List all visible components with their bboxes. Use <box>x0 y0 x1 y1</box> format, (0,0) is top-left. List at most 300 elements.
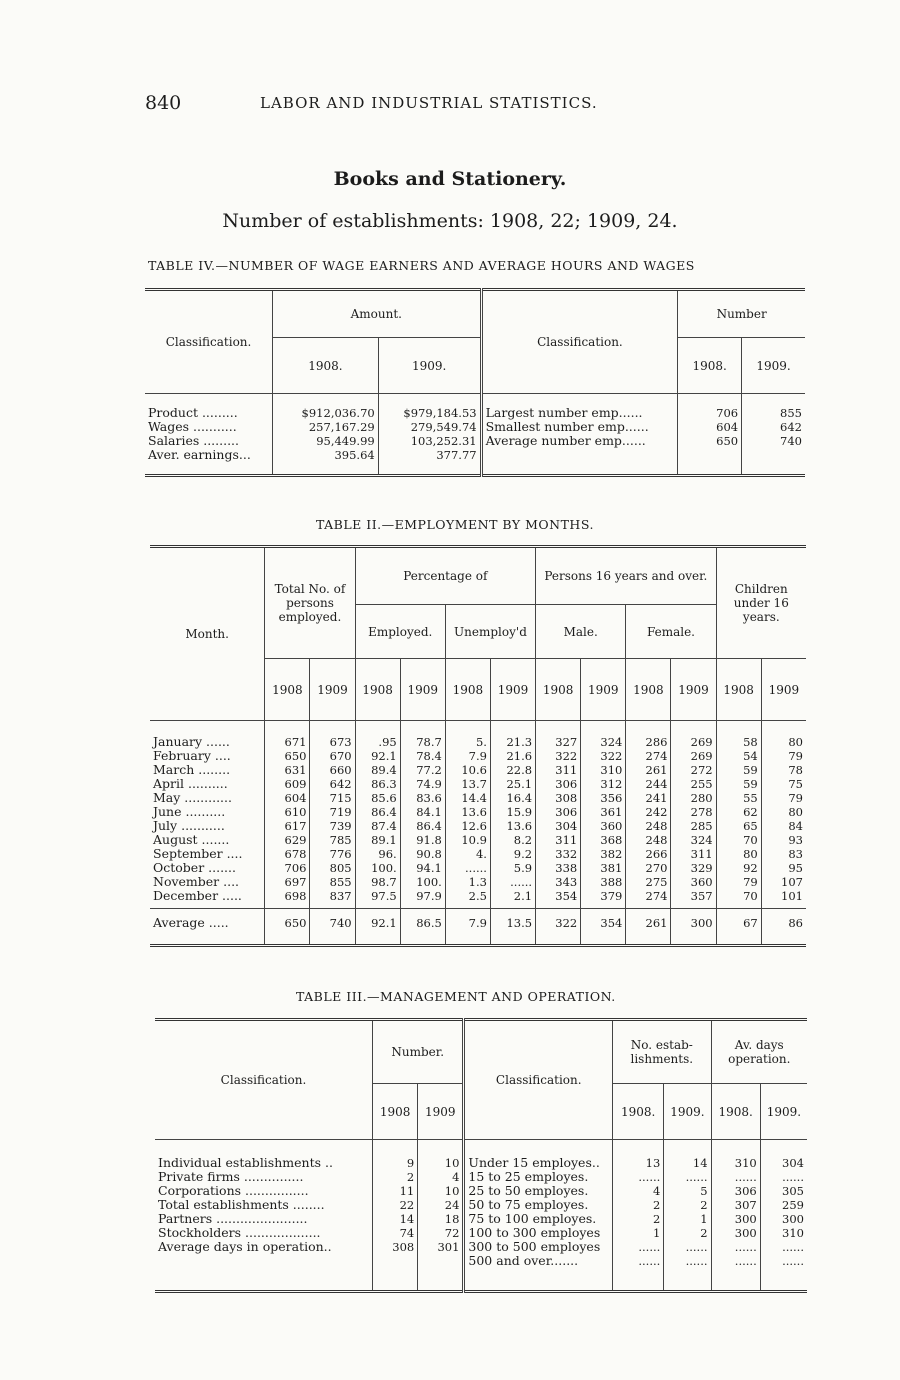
t3-year: 1908. <box>711 1084 760 1140</box>
cell-m09: 388 <box>581 875 626 889</box>
t2-year: 1909 <box>490 659 535 721</box>
cell-e09: 83.6 <box>400 791 445 805</box>
t4-num-year-1908: 1908. <box>678 338 742 394</box>
cell-c08: 58 <box>716 735 761 749</box>
t2-year: 1908 <box>265 659 310 721</box>
cell-c09: 78 <box>788 762 803 777</box>
t2-year: 1908 <box>716 659 761 721</box>
days-1908: ...... <box>711 1254 760 1268</box>
cell-c08: 55 <box>716 791 761 805</box>
number-1909: 72 <box>418 1226 464 1240</box>
cell-u09: 16.4 <box>490 791 535 805</box>
t4-value: 95,449.99 <box>273 434 379 448</box>
cell-c08: 65 <box>716 819 761 833</box>
left-label: Average days in operation.. <box>155 1240 373 1254</box>
t2-employed-header: Employed. <box>355 605 445 659</box>
cell-c08: 92 <box>716 861 761 875</box>
table-row <box>150 777 806 791</box>
t2-male-header: Male. <box>536 605 626 659</box>
cell-u09: 15.9 <box>490 805 535 819</box>
estab-1908: 1 <box>613 1226 664 1240</box>
cell-e08: 97.5 <box>355 889 400 903</box>
t4-year-1909: 1909. <box>378 338 481 394</box>
left-label: Total establishments ........ <box>155 1198 373 1212</box>
cell-c09: 75 <box>788 776 803 791</box>
days-1908: 307 <box>711 1198 760 1212</box>
cell-e09: 74.9 <box>400 777 445 791</box>
right-label: 75 to 100 employes. <box>464 1212 613 1226</box>
number-1909 <box>418 1254 464 1268</box>
estab-1909: ...... <box>664 1170 711 1184</box>
cell-e09: 100. <box>400 875 445 889</box>
cell-c08: 62 <box>716 805 761 819</box>
cell-t08: 631 <box>265 763 310 777</box>
days-1909: 259 <box>782 1197 804 1212</box>
cell-c09: 93 <box>788 832 803 847</box>
table-iv <box>145 288 805 477</box>
table-row <box>150 847 806 861</box>
t2-female-header: Female. <box>626 605 716 659</box>
section-title: Books and Stationery. <box>333 168 567 190</box>
cell-m09: 361 <box>581 805 626 819</box>
cell-m08: 343 <box>536 875 581 889</box>
table-row <box>155 1254 807 1268</box>
month-label: August ....... <box>150 833 265 847</box>
t4-value: 604 <box>678 420 742 434</box>
t2-year: 1908 <box>445 659 490 721</box>
left-label <box>155 1254 373 1268</box>
days-1908: 300 <box>711 1226 760 1240</box>
table-row <box>145 420 805 434</box>
table-iv-caption: TABLE IV.—NUMBER OF WAGE EARNERS AND AVERAGE HOURS AND WAGES <box>148 258 695 273</box>
cell-t08: 698 <box>265 889 310 903</box>
cell-m08: 332 <box>536 847 581 861</box>
cell-e08: 86.4 <box>355 805 400 819</box>
month-label: September .... <box>150 847 265 861</box>
table-row <box>145 448 805 462</box>
establishments-count: Number of establishments: 1908, 22; 1909, 24. <box>222 210 678 232</box>
cell-e08: 87.4 <box>355 819 400 833</box>
cell-m09: 368 <box>581 833 626 847</box>
cell-f08: 266 <box>626 847 671 861</box>
t3-left-header: Classification. <box>155 1020 373 1140</box>
t4-label: Aver. earnings... <box>145 448 273 462</box>
t2-year: 1909 <box>671 659 716 721</box>
cell-u09: 9.2 <box>490 847 535 861</box>
t4-value: 257,167.29 <box>273 420 379 434</box>
cell-c08: 54 <box>716 749 761 763</box>
cell-c09: 86 <box>788 916 803 930</box>
cell-f09: 285 <box>671 819 716 833</box>
cell-c09: 101 <box>781 888 803 903</box>
table-row <box>145 406 805 420</box>
cell-m08: 304 <box>536 819 581 833</box>
cell-f08: 261 <box>626 763 671 777</box>
t3-year: 1908. <box>613 1084 664 1140</box>
cell-t09: 660 <box>310 763 355 777</box>
cell-e08: 92.1 <box>355 749 400 763</box>
estab-1908: 4 <box>613 1184 664 1198</box>
cell-m09: 382 <box>581 847 626 861</box>
cell-e08: 86.3 <box>355 777 400 791</box>
t3-number-header: Number. <box>373 1020 464 1084</box>
t4-year-1908: 1908. <box>273 338 379 394</box>
cell-m09: 381 <box>581 861 626 875</box>
table-row <box>150 805 806 819</box>
days-1908: 306 <box>711 1184 760 1198</box>
cell-c08: 70 <box>716 833 761 847</box>
days-1908: ...... <box>711 1170 760 1184</box>
cell-t08: 609 <box>265 777 310 791</box>
t4-value: 395.64 <box>273 448 379 462</box>
estab-1908: 13 <box>613 1156 664 1170</box>
cell-m09: 310 <box>581 763 626 777</box>
table-row <box>155 1184 807 1198</box>
page-number: 840 <box>145 92 182 114</box>
cell-c09: 84 <box>788 818 803 833</box>
number-1908: 14 <box>373 1212 418 1226</box>
table-row <box>150 763 806 777</box>
month-label: Average ..... <box>150 909 265 938</box>
right-label: Under 15 employes.. <box>464 1156 613 1170</box>
cell-u09: 22.8 <box>490 763 535 777</box>
cell-u09: 2.1 <box>490 889 535 903</box>
cell-e09: 86.4 <box>400 819 445 833</box>
number-1909: 4 <box>418 1170 464 1184</box>
table-row <box>150 889 806 903</box>
estab-1909: ...... <box>664 1240 711 1254</box>
month-label: March ........ <box>150 763 265 777</box>
cell-e09: 94.1 <box>400 861 445 875</box>
cell-u08: 13.7 <box>445 777 490 791</box>
t2-year: 1909 <box>400 659 445 721</box>
t2-month-header: Month. <box>150 547 265 721</box>
cell-u09: ...... <box>490 875 535 889</box>
cell-m08: 311 <box>536 833 581 847</box>
t4-value: 642 <box>780 419 802 434</box>
cell-t08: 678 <box>265 847 310 861</box>
t3-estab-header: No. estab- lishments. <box>613 1020 711 1084</box>
cell-u08: 13.6 <box>445 805 490 819</box>
t2-year: 1909 <box>761 659 806 721</box>
estab-1909: 14 <box>664 1156 711 1170</box>
t4-right-header: Classification. <box>481 290 678 394</box>
number-1908: 2 <box>373 1170 418 1184</box>
t4-label: Wages ........... <box>145 420 273 434</box>
days-1909: 310 <box>782 1225 804 1240</box>
number-1908: 74 <box>373 1226 418 1240</box>
t4-value: 706 <box>678 406 742 420</box>
estab-1908: ...... <box>613 1254 664 1268</box>
number-1909: 10 <box>418 1156 464 1170</box>
cell-m09: 360 <box>581 819 626 833</box>
cell-u09: 21.3 <box>490 735 535 749</box>
table-row <box>150 791 806 805</box>
left-label: Partners ....................... <box>155 1212 373 1226</box>
cell-u08: 7.9 <box>445 749 490 763</box>
cell-u08: 7.9 <box>445 909 490 938</box>
days-1909: 300 <box>782 1211 804 1226</box>
estab-1909: 1 <box>664 1212 711 1226</box>
estab-1908: ...... <box>613 1240 664 1254</box>
t4-value: 279,549.74 <box>378 420 481 434</box>
cell-t08: 650 <box>265 749 310 763</box>
cell-c09: 80 <box>788 804 803 819</box>
cell-f09: 255 <box>671 777 716 791</box>
cell-u08: 4. <box>445 847 490 861</box>
estab-1909: 2 <box>664 1226 711 1240</box>
cell-m08: 308 <box>536 791 581 805</box>
cell-m09: 379 <box>581 889 626 903</box>
table-row <box>155 1240 807 1254</box>
table-row <box>155 1212 807 1226</box>
cell-f09: 269 <box>671 735 716 749</box>
left-label: Stockholders ................... <box>155 1226 373 1240</box>
cell-f09: 357 <box>671 889 716 903</box>
t4-num-year-1909: 1909. <box>742 338 805 394</box>
cell-t09: 715 <box>310 791 355 805</box>
cell-f08: 270 <box>626 861 671 875</box>
estab-1908: 2 <box>613 1198 664 1212</box>
cell-f08: 286 <box>626 735 671 749</box>
cell-f09: 300 <box>671 909 716 938</box>
table-row <box>150 833 806 847</box>
table-ii <box>150 545 806 947</box>
cell-c08: 79 <box>716 875 761 889</box>
cell-t09: 805 <box>310 861 355 875</box>
t2-children-header: Children under 16 years. <box>733 582 789 624</box>
cell-u08: 2.5 <box>445 889 490 903</box>
table-row <box>150 749 806 763</box>
estab-1909: 5 <box>664 1184 711 1198</box>
t2-percentage-header: Percentage of <box>355 547 536 605</box>
cell-e09: 97.9 <box>400 889 445 903</box>
t4-label: Product ......... <box>145 406 273 420</box>
cell-t08: 629 <box>265 833 310 847</box>
cell-m08: 306 <box>536 805 581 819</box>
cell-f08: 248 <box>626 819 671 833</box>
cell-f09: 324 <box>671 833 716 847</box>
cell-c08: 67 <box>716 909 761 938</box>
t4-value: 740 <box>780 433 802 448</box>
t2-unemployed-header: Unemploy'd <box>445 605 535 659</box>
cell-f08: 274 <box>626 749 671 763</box>
right-label: 500 and over....... <box>464 1254 613 1268</box>
cell-u08: ...... <box>445 861 490 875</box>
cell-t08: 650 <box>265 909 310 938</box>
days-1908: 310 <box>711 1156 760 1170</box>
t4-label: Smallest number emp...... <box>481 420 678 434</box>
table-row <box>150 861 806 875</box>
t3-right-header: Classification. <box>464 1020 613 1140</box>
cell-t08: 604 <box>265 791 310 805</box>
cell-t09: 739 <box>310 819 355 833</box>
t4-number-header: Number <box>678 290 805 338</box>
t4-value: 855 <box>780 405 802 420</box>
right-label: 15 to 25 employes. <box>464 1170 613 1184</box>
right-label: 25 to 50 employes. <box>464 1184 613 1198</box>
number-1908 <box>373 1254 418 1268</box>
table-row <box>155 1226 807 1240</box>
t3-year: 1908 <box>373 1084 418 1140</box>
table-row <box>150 875 806 889</box>
cell-t09: 719 <box>310 805 355 819</box>
cell-e09: 86.5 <box>400 909 445 938</box>
t2-persons16-header: Persons 16 years and over. <box>536 547 717 605</box>
days-1909: ...... <box>782 1253 804 1268</box>
table-ii-caption: TABLE II.—EMPLOYMENT BY MONTHS. <box>316 517 594 532</box>
cell-u09: 13.5 <box>490 909 535 938</box>
cell-u08: 5. <box>445 735 490 749</box>
t2-year: 1908 <box>626 659 671 721</box>
number-1909: 24 <box>418 1198 464 1212</box>
cell-e09: 91.8 <box>400 833 445 847</box>
table-row <box>155 1156 807 1170</box>
cell-u09: 5.9 <box>490 861 535 875</box>
cell-t09: 776 <box>310 847 355 861</box>
month-label: February .... <box>150 749 265 763</box>
days-1909: 304 <box>782 1155 804 1170</box>
cell-m08: 306 <box>536 777 581 791</box>
cell-e08: 100. <box>355 861 400 875</box>
month-label: May ............ <box>150 791 265 805</box>
month-label: December ..... <box>150 889 265 903</box>
number-1908: 308 <box>373 1240 418 1254</box>
cell-f08: 244 <box>626 777 671 791</box>
cell-u08: 12.6 <box>445 819 490 833</box>
number-1909: 18 <box>418 1212 464 1226</box>
cell-f09: 269 <box>671 749 716 763</box>
t4-value: $912,036.70 <box>273 406 379 420</box>
days-1909: ...... <box>782 1169 804 1184</box>
cell-e09: 77.2 <box>400 763 445 777</box>
cell-c09: 79 <box>788 790 803 805</box>
days-1909: ...... <box>782 1239 804 1254</box>
running-head: LABOR AND INDUSTRIAL STATISTICS. <box>260 94 598 112</box>
cell-c09: 95 <box>788 860 803 875</box>
table-iii <box>155 1018 807 1293</box>
cell-e09: 78.4 <box>400 749 445 763</box>
cell-u09: 25.1 <box>490 777 535 791</box>
estab-1908: 2 <box>613 1212 664 1226</box>
cell-m09: 356 <box>581 791 626 805</box>
table-row <box>145 434 805 448</box>
cell-m08: 322 <box>536 749 581 763</box>
cell-u09: 13.6 <box>490 819 535 833</box>
left-label: Private firms ............... <box>155 1170 373 1184</box>
table-row <box>155 1170 807 1184</box>
cell-m09: 354 <box>581 909 626 938</box>
cell-m08: 338 <box>536 861 581 875</box>
cell-u08: 10.6 <box>445 763 490 777</box>
t4-label: Salaries ......... <box>145 434 273 448</box>
right-label: 300 to 500 employes <box>464 1240 613 1254</box>
cell-f09: 311 <box>671 847 716 861</box>
month-label: April .......... <box>150 777 265 791</box>
cell-c09: 107 <box>781 874 803 889</box>
month-label: November .... <box>150 875 265 889</box>
cell-f08: 248 <box>626 833 671 847</box>
cell-m09: 322 <box>581 749 626 763</box>
cell-t08: 706 <box>265 861 310 875</box>
cell-e08: .95 <box>355 735 400 749</box>
cell-e08: 96. <box>355 847 400 861</box>
t2-year: 1908 <box>355 659 400 721</box>
cell-t09: 785 <box>310 833 355 847</box>
cell-e08: 98.7 <box>355 875 400 889</box>
cell-m09: 312 <box>581 777 626 791</box>
month-label: October ....... <box>150 861 265 875</box>
left-label: Corporations ................ <box>155 1184 373 1198</box>
days-1909: 305 <box>782 1183 804 1198</box>
average-row <box>150 909 806 938</box>
cell-f08: 275 <box>626 875 671 889</box>
cell-c09: 83 <box>788 846 803 861</box>
cell-t09: 642 <box>310 777 355 791</box>
number-1909: 10 <box>418 1184 464 1198</box>
table-iii-caption: TABLE III.—MANAGEMENT AND OPERATION. <box>296 989 616 1004</box>
t4-label: Largest number emp...... <box>481 406 678 420</box>
cell-f09: 278 <box>671 805 716 819</box>
month-label: July ........... <box>150 819 265 833</box>
number-1909: 301 <box>418 1240 464 1254</box>
number-1908: 11 <box>373 1184 418 1198</box>
cell-t09: 855 <box>310 875 355 889</box>
cell-e08: 89.1 <box>355 833 400 847</box>
cell-e08: 89.4 <box>355 763 400 777</box>
t4-value: 103,252.31 <box>378 434 481 448</box>
cell-t08: 697 <box>265 875 310 889</box>
cell-e09: 78.7 <box>400 735 445 749</box>
cell-f08: 242 <box>626 805 671 819</box>
cell-m08: 311 <box>536 763 581 777</box>
cell-f09: 360 <box>671 875 716 889</box>
cell-c08: 80 <box>716 847 761 861</box>
cell-t09: 670 <box>310 749 355 763</box>
cell-u08: 1.3 <box>445 875 490 889</box>
cell-u09: 8.2 <box>490 833 535 847</box>
t4-value: $979,184.53 <box>378 406 481 420</box>
cell-u08: 14.4 <box>445 791 490 805</box>
cell-f08: 241 <box>626 791 671 805</box>
cell-c09: 80 <box>788 734 803 749</box>
t2-year: 1908 <box>536 659 581 721</box>
cell-f09: 280 <box>671 791 716 805</box>
cell-e09: 90.8 <box>400 847 445 861</box>
t3-year: 1909. <box>664 1084 711 1140</box>
cell-m09: 324 <box>581 735 626 749</box>
table-row <box>150 819 806 833</box>
cell-c08: 59 <box>716 777 761 791</box>
t4-amount-header: Amount. <box>273 290 482 338</box>
t4-value: 377.77 <box>378 448 481 462</box>
t3-days-header: Av. days operation. <box>711 1020 807 1084</box>
t4-value: 650 <box>678 434 742 448</box>
cell-f09: 272 <box>671 763 716 777</box>
t3-year: 1909 <box>418 1084 464 1140</box>
estab-1908: ...... <box>613 1170 664 1184</box>
t4-label: Average number emp...... <box>481 434 678 448</box>
cell-u08: 10.9 <box>445 833 490 847</box>
t2-total-header: Total No. of persons employed. <box>265 547 355 659</box>
estab-1909: 2 <box>664 1198 711 1212</box>
month-label: January ...... <box>150 735 265 749</box>
cell-t09: 740 <box>310 909 355 938</box>
cell-e09: 84.1 <box>400 805 445 819</box>
cell-t08: 617 <box>265 819 310 833</box>
table-row <box>150 735 806 749</box>
cell-m08: 354 <box>536 889 581 903</box>
